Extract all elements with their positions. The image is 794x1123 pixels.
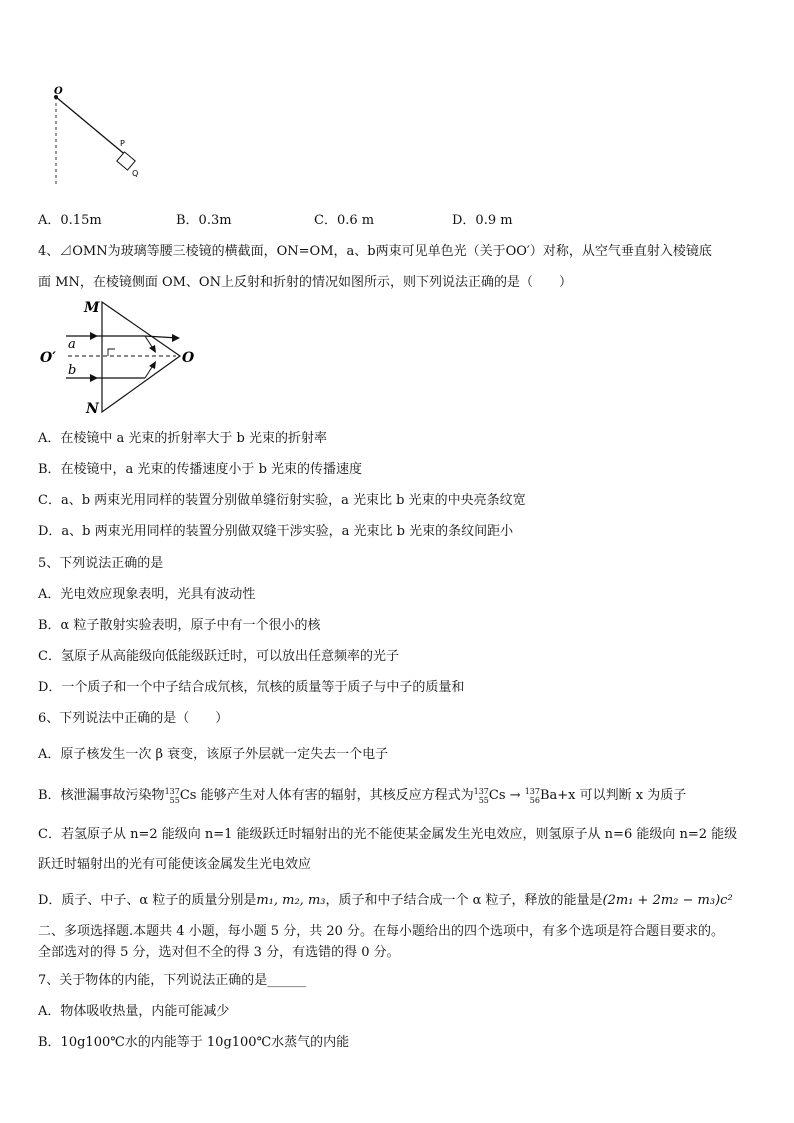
q7-option-b[interactable]: B．10g100℃水的内能等于 10g100℃水蒸气的内能 — [38, 1035, 350, 1050]
q7-option-a[interactable]: A．物体吸收热量，内能可能减少 — [38, 1004, 230, 1019]
q5-option-c[interactable]: C．氢原子从高能级向低能级跃迁时，可以放出任意频率的光子 — [38, 649, 399, 664]
label-o-prime: O′ — [40, 350, 56, 366]
q6-d-text2: ，质子和中子结合成一个 α 粒子，释放的能量是 — [325, 893, 603, 908]
q6-option-b[interactable] — [38, 784, 686, 805]
cs-nuclide-indices-2 — [474, 787, 489, 805]
q5-option-b[interactable]: B．α 粒子散射实验表明，原子中有一个很小的核 — [38, 618, 321, 633]
q7-stem: 7、关于物体的内能，下列说法正确的是______ — [38, 973, 307, 988]
arrow-a-refracted — [172, 334, 180, 342]
incline-line — [56, 97, 128, 157]
label-p: P — [120, 139, 125, 148]
cs-nuclide-indices — [165, 787, 180, 805]
q4-option-d[interactable]: D．a、b 两束光用同样的装置分别做双缝干涉实验，a 光束比 b 光束的条纹间距小 — [38, 524, 514, 539]
label-o: O — [182, 350, 195, 366]
q6-d-energy: (2m₁ + 2m₂ − m₃)c² — [602, 893, 733, 908]
q3-option-a[interactable]: A．0.15m — [38, 213, 102, 228]
label-b: b — [68, 363, 77, 378]
reaction-arrow: → — [505, 788, 525, 803]
q6-d-masses: m₁, m₂, m₃ — [256, 893, 326, 908]
cs-symbol: Cs — [179, 788, 197, 803]
q5-stem: 5、下列说法正确的是 — [38, 556, 164, 571]
q6-option-c-line1[interactable]: C．若氢原子从 n=2 能级向 n=1 能级跃迁时辐射出的光不能使某金属发生光电效应，则氢原子从 n=6 能级向 n=2 能级 — [38, 827, 738, 842]
cs-mass-number-2: 137 — [473, 786, 489, 796]
label-n: N — [86, 401, 99, 417]
label-o: O — [54, 86, 63, 97]
label-m: M — [84, 300, 100, 316]
block-pq — [117, 152, 135, 170]
ba-mass-number: 137 — [524, 786, 540, 796]
cs-mass-number: 137 — [164, 786, 180, 796]
arrow-b-reflected — [149, 361, 156, 369]
q3-option-d[interactable]: D．0.9 m — [452, 213, 513, 228]
q6-option-d[interactable] — [38, 889, 733, 908]
section2-instruction-line2: 全部选对的得 5 分，选对但不全的得 3 分，有选错的得 0 分。 — [38, 945, 400, 960]
q6-b-text1: B．核泄漏事故污染物 — [38, 788, 165, 803]
right-angle-mark — [108, 349, 115, 356]
q5-option-a[interactable]: A．光电效应现象表明，光具有波动性 — [38, 587, 256, 602]
ba-nuclide-indices — [525, 787, 540, 805]
q6-b-text2: 能够产生对人体有害的辐射，其核反应方程式为 — [200, 788, 474, 803]
q4-option-b[interactable]: B．在棱镜中，a 光束的传播速度小于 b 光束的传播速度 — [38, 462, 363, 477]
q3-option-b[interactable]: B．0.3m — [176, 213, 232, 228]
cs-atomic-number: 55 — [169, 795, 180, 805]
cs-atomic-number-2: 55 — [478, 795, 489, 805]
prism-triangle — [102, 302, 180, 412]
q3-option-c[interactable]: C．0.6 m — [314, 213, 375, 228]
ba-product: Ba+x — [539, 788, 576, 803]
q6-option-a[interactable]: A．原子核发生一次 β 衰变，该原子外层就一定失去一个电子 — [38, 747, 389, 762]
q5-option-d[interactable]: D．一个质子和一个中子结合成氘核，氘核的质量等于质子与中子的质量和 — [38, 680, 465, 695]
label-a: a — [68, 337, 76, 352]
q4-stem-line2: 面 MN，在棱镜侧面 OM、ON上反射和折射的情况如图所示，则下列说法正确的是（ ） — [38, 275, 572, 290]
arrow-a-in — [90, 332, 98, 340]
q6-stem: 6、下列说法中正确的是（ ） — [38, 711, 229, 726]
cs-symbol-2: Cs — [488, 788, 506, 803]
figure-incline — [40, 85, 150, 190]
q6-option-c-line2: 跃迁时辐射出的光有可能使该金属发生光电效应 — [38, 857, 312, 872]
q4-option-c[interactable]: C．a、b 两束光用同样的装置分别做单缝衍射实验，a 光束比 b 光束的中央亮条纹宽 — [38, 493, 526, 508]
q4-option-a[interactable]: A．在棱镜中 a 光束的折射率大于 b 光束的折射率 — [38, 431, 327, 446]
q4-stem-line1: 4、⊿OMN为玻璃等腰三棱镜的横截面，ON=OM，a、b两束可见单色光（关于OO′）对称，从空气垂直射入棱镜底 — [38, 244, 712, 259]
q6-d-text1: D．质子、中子、α 粒子的质量分别是 — [38, 893, 257, 908]
q6-b-text3: 可以判断 x 为质子 — [579, 788, 687, 803]
arrow-a-reflected — [149, 345, 156, 353]
section2-instruction-line1: 二、多项选择题.本题共 4 小题，每小题 5 分，共 20 分。在每小题给出的四个选项中，有多个选项是符合题目要求的。 — [38, 924, 725, 939]
arrow-b-in — [90, 374, 98, 382]
ba-atomic-number: 56 — [529, 795, 540, 805]
label-q: Q — [132, 169, 139, 178]
figure-prism — [38, 296, 198, 418]
